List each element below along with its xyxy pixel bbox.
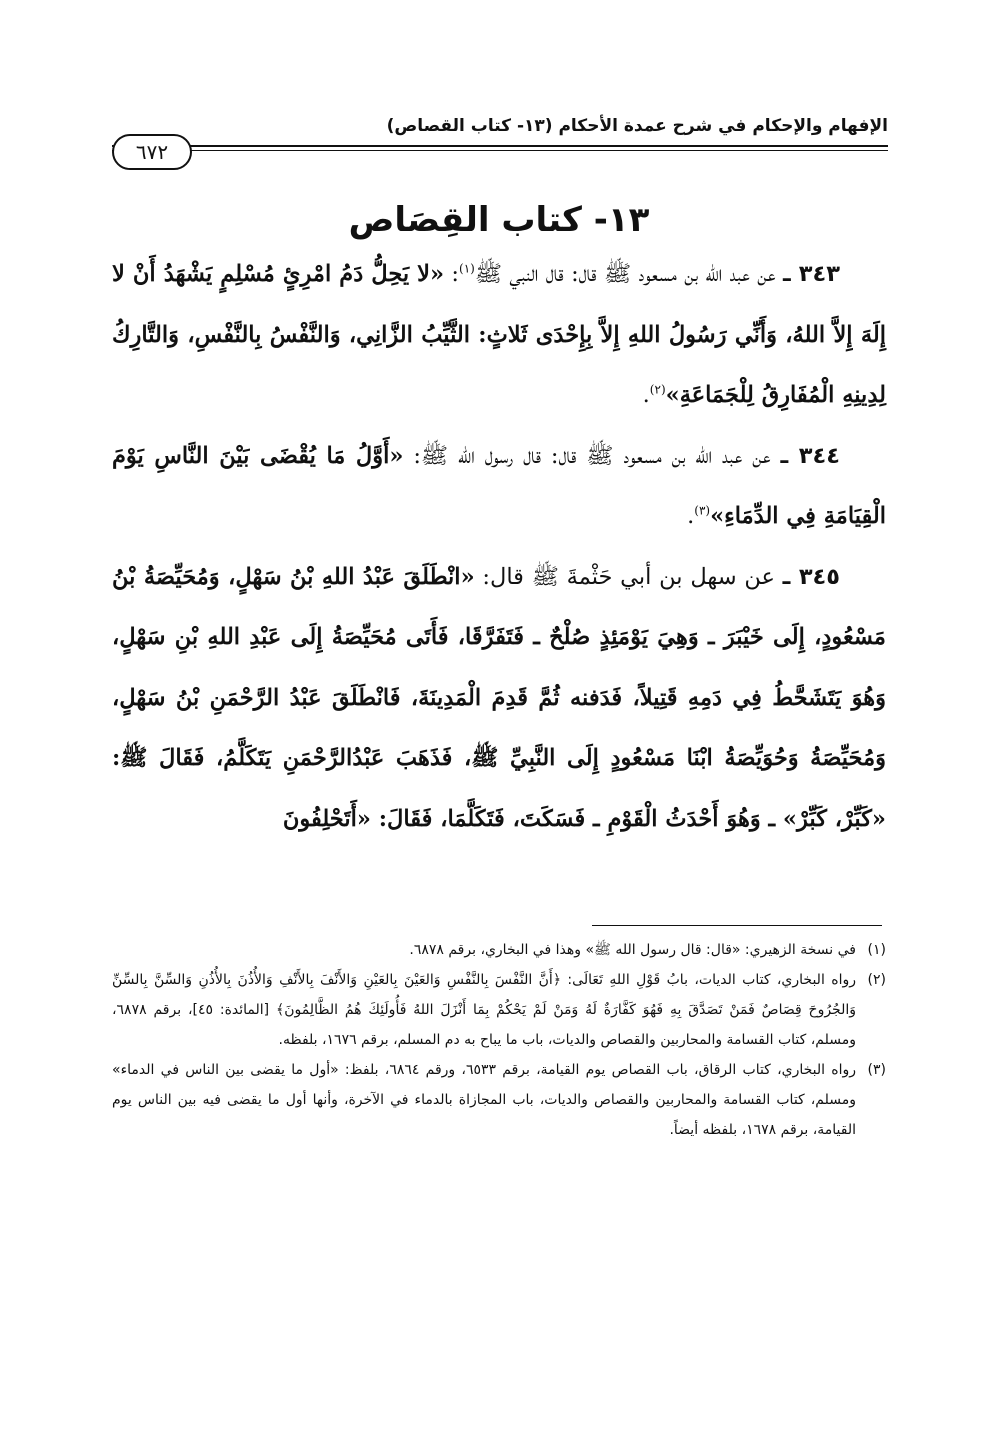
page-number: ٦٧٢ (112, 134, 192, 170)
footnote-2 (112, 965, 886, 1055)
footnote-mark: (٣) (867, 1062, 886, 1078)
chapter-title: ١٣- كتاب القِصَاص (348, 200, 650, 240)
punctuation: . (642, 382, 650, 408)
hadith-intro: عن سهل بن أبي حَثْمةَ ﷺ قال: (474, 563, 775, 590)
footnote-text: في نسخة الزهيري: «قال: قال رسول الله ﷺ» وهذا في البخاري، برقم ٦٨٧٨. (409, 942, 856, 958)
hadith-text: «أَوَّلُ مَا يُقْضَى بَيْنَ النَّاسِ يَوْمَ الْقِيَامَةِ فِي الدِّمَاءِ» (112, 442, 886, 529)
hadith-text: «لا يَحِلُّ دَمُ امْرِئٍ مُسْلِمٍ يَشْهَدُ أَنْ لا إِلَهَ إِلاَّ اللهُ، وَأَنِّي رَسُولُ اللهِ إِلاَّ بِإِحْدَى ثَلاثٍ: الثَّيِّبُ الزَّانِي، وَالنَّفْسُ بِالنَّفْسِ، وَالتَّارِكُ لِدِينِهِ الْمُفَارِقُ لِلْجَمَاعَةِ» (112, 261, 886, 408)
footnote-ref[interactable]: (١) (459, 261, 475, 276)
footnote-separator (592, 925, 882, 926)
hadith-343 (112, 244, 886, 426)
footnote-1 (112, 935, 886, 965)
running-title: الإفهام والإحكام في شرح عمدة الأحكام (١٣- كتاب القصاص) (386, 116, 888, 136)
footnote-mark: (٢) (867, 972, 886, 988)
footnote-text: رواه البخاري، كتاب الديات، بابُ قَوْلِ اللهِ تَعَالَى: ﴿أَنَّ النَّفْسَ بِالنَّفْسِ وَالعَيْنَ بِالعَيْنِ وَالأَنْفَ بِالأَنْفِ وَالأُذُنَ بِالأُذُنِ وَالسِّنَّ بِالسِّنِّ وَالجُرُوحَ قِصَاصٌ فَمَنْ تَصَدَّقَ بِهِ فَهُوَ كَفَّارَةٌ لَهُ وَمَنْ لَمْ يَحْكُمْ بِمَا أَنْزَلَ اللهُ فَأُولَئِكَ هُمُ الظَّالِمُونَ﴾ [المائدة: ٤٥]، برقم ٦٨٧٨، ومسلم، كتاب القسامة والمحاربين والقصاص والديات، باب ما يباح به دم المسلم، برقم ١٦٧٦، بلفظه. (112, 972, 857, 1048)
page-header (112, 110, 888, 170)
footnote-ref[interactable]: (٣) (694, 503, 711, 518)
header-rule-thin (112, 150, 888, 151)
hadith-number: ٣٤٥ ـ (782, 563, 841, 590)
hadith-intro: عن عبد الله بن مسعود ﷺ قال: قال رسول الله ﷺ: (403, 442, 771, 469)
footnote-mark: (١) (867, 942, 886, 958)
punctuation: : (444, 261, 460, 287)
footnote-3 (112, 1055, 886, 1145)
hadith-344 (112, 426, 886, 547)
main-text (112, 244, 886, 849)
punctuation: . (687, 503, 695, 529)
hadith-345 (112, 547, 886, 850)
footnote-ref[interactable]: (٢) (649, 382, 666, 397)
hadith-number: ٣٤٤ ـ (780, 442, 840, 469)
footnotes (112, 935, 886, 1145)
hadith-text: «انْطَلَقَ عَبْدُ اللهِ بْنُ سَهْلٍ، وَمُحَيِّصَةُ بْنُ مَسْعُودٍ، إِلَى خَيْبَرَ ـ وَهِيَ يَوْمَئِذٍ صُلْحٌ ـ فَتَفَرَّقَا، فَأَتَى مُحَيِّصَةُ إِلَى عَبْدِ اللهِ بْنِ سَهْلٍ، وَهُوَ يَتَشَحَّطُ فِي دَمِهِ قَتِيلاً، فَدَفنه ثُمَّ قَدِمَ الْمَدِينَةَ، فَانْطَلَقَ عَبْدُ الرَّحْمَنِ بْنُ سَهْلٍ، وَمُحَيِّصَةُ وَحُوَيِّصَةُ ابْنَا مَسْعُودٍ إِلَى النَّبِيِّ ﷺ، فَذَهَبَ عَبْدُالرَّحْمَنِ يَتَكَلَّمُ، فَقَالَ ﷺ: «كَبِّرْ، كَبِّرْ» ـ وَهُوَ أَحْدَثُ الْقَوْمِ ـ فَسَكَتَ، فَتَكَلَّمَا، فَقَالَ: «أَتَحْلِفُونَ (112, 563, 886, 832)
hadith-number: ٣٤٣ ـ (783, 261, 840, 287)
footnote-text: رواه البخاري، كتاب الرقاق، باب القصاص يوم القيامة، برقم ٦٥٣٣، ورقم ٦٨٦٤، بلفظ: «أول ما يقضى بين الناس في الدماء» ومسلم، كتاب القسامة والمحاربين والقصاص والديات، باب المجازاة بالدماء في الآخرة، وأنها أول ما يقضى فيه بين الناس يوم القيامة، برقم ١٦٧٨، بلفظه أيضاً. (112, 1062, 856, 1138)
hadith-intro: عن عبد الله بن مسعود ﷺ قال: قال النبي ﷺ (474, 261, 776, 287)
header-rule-thick (112, 145, 888, 147)
